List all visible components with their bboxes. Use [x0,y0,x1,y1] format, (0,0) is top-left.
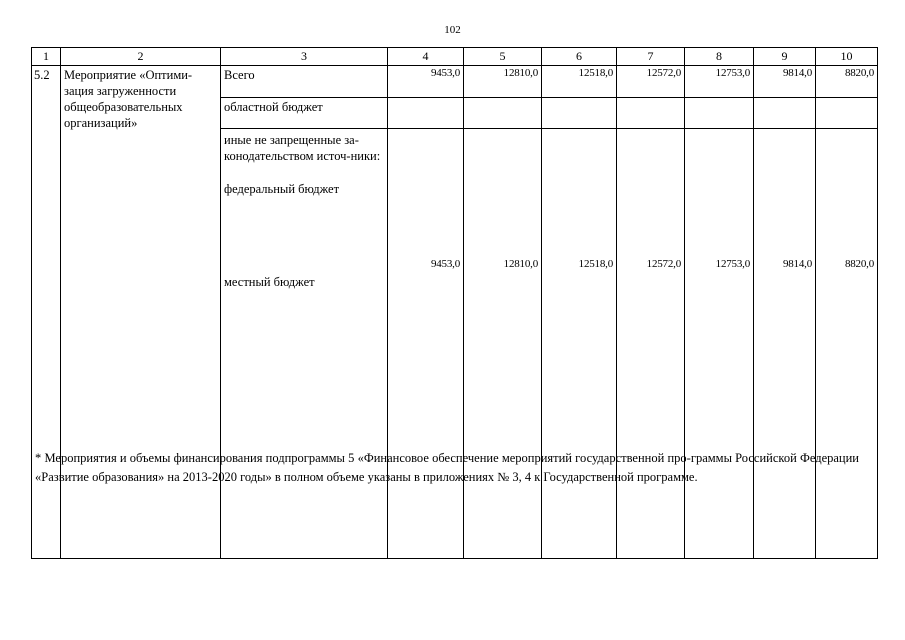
header-cell: 9 [754,48,816,66]
regional-value [816,98,878,129]
total-value: 12518,0 [542,66,617,98]
total-value: 12810,0 [464,66,542,98]
row-name: Мероприятие «Оптими-зация загруженности общеобразовательных организаций» [61,66,221,559]
source-regional-label: областной бюджет [221,98,388,129]
source-total-label: Всего [221,66,388,98]
source-other-cell [221,129,388,559]
total-value: 9453,0 [388,66,464,98]
header-cell: 4 [388,48,464,66]
total-value: 8820,0 [816,66,878,98]
local-value: 12753,0 [685,129,754,559]
source-federal-label: федеральный бюджет [224,182,340,196]
header-cell: 5 [464,48,542,66]
header-cell: 7 [617,48,685,66]
regional-value [754,98,816,129]
header-row [32,48,878,66]
header-cell: 2 [61,48,221,66]
header-cell: 6 [542,48,617,66]
regional-value [685,98,754,129]
source-other-label: иные не запрещенные за-конодательством источ-ники: [224,133,381,163]
table-row-total [32,66,878,98]
regional-value [388,98,464,129]
regional-value [617,98,685,129]
total-value: 12753,0 [685,66,754,98]
local-value: 12518,0 [542,129,617,559]
local-value: 12572,0 [617,129,685,559]
total-value: 12572,0 [617,66,685,98]
header-cell: 8 [685,48,754,66]
local-value: 12810,0 [464,129,542,559]
local-value: 8820,0 [816,129,878,559]
total-value: 9814,0 [754,66,816,98]
source-local-label: местный бюджет [224,275,315,289]
regional-value [542,98,617,129]
page-number: 102 [444,24,461,36]
header-cell: 10 [816,48,878,66]
footnote: * Мероприятия и объемы финансирования подпрограммы 5 «Финансовое обеспечение мероприятий государственной про-граммы Российской Федерации «Развитие образования» на 2013-2020 годы» в полном объеме указаны в приложениях № 3, 4 к Государственной программе. [35,451,859,484]
header-cell: 1 [32,48,61,66]
local-value: 9814,0 [754,129,816,559]
row-code: 5.2 [32,66,61,559]
regional-value [464,98,542,129]
header-cell: 3 [221,48,388,66]
local-value: 9453,0 [388,129,464,559]
